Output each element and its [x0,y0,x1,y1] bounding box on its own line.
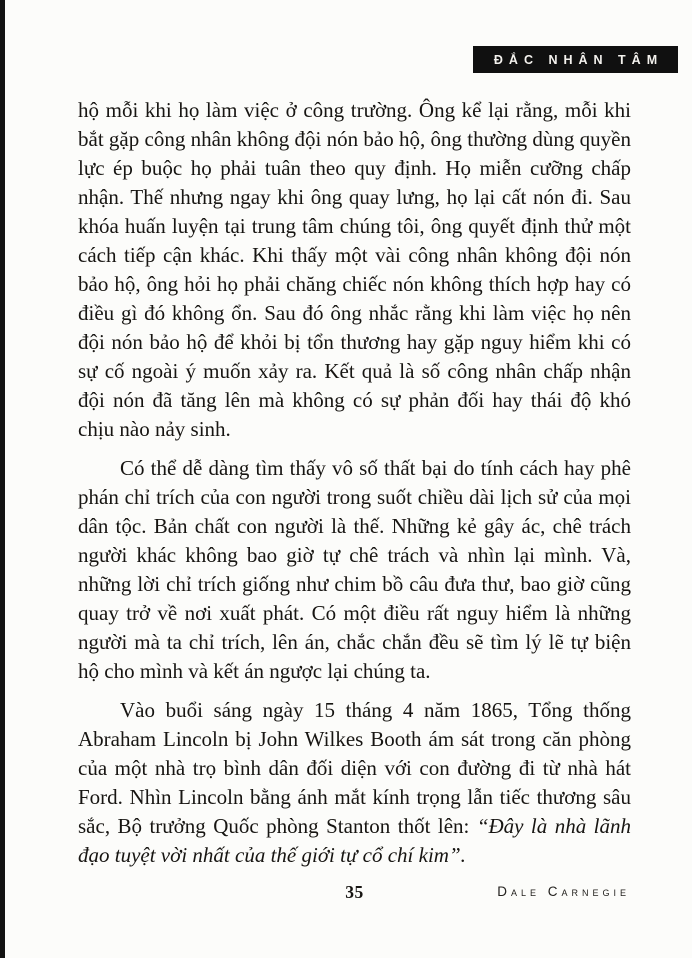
paragraph-3-text: Vào buổi sáng ngày 15 tháng 4 năm 1865, Tổng thống Abraham Lincoln bị John Wilkes Booth ám sát trong căn phòng của một nhà trọ bình dân đối diện với con đường đi từ nhà hát Ford. Nhìn Lincoln bằng ánh mắt kính trọng lẫn tiếc thương sâu sắc, Bộ trưởng Quốc phòng Stanton thốt lên: [78,698,631,838]
page-edge-strip [0,0,5,958]
paragraph-3-quote: “Đây là nhà lãnh đạo tuyệt vời nhất của thế giới tự cổ chí kim”. [78,814,631,867]
page-number: 35 [345,882,364,902]
paragraph-2: Có thể dễ dàng tìm thấy vô số thất bại do tính cách hay phê phán chỉ trích của con người trong suốt chiều dài lịch sử của mọi dân tộc. Bản chất con người là thế. Những kẻ gây ác, chê trách người khác không bao giờ tự chê trách và nhìn lại mình. Và, những lời chỉ trích giống như chim bồ câu đưa thư, bao giờ cũng quay trở về nơi xuất phát. Có một điều rất nguy hiểm là những người mà ta chỉ trích, lên án, chắc chắn đều sẽ tìm lý lẽ tự biện hộ cho mình và kết án ngược lại chúng ta. [78,456,631,683]
paragraph-3 [78,696,631,870]
running-header-bar [473,46,678,73]
author-name: Dale Carnegie [497,884,630,899]
page-body [78,96,631,870]
book-title: ĐẮC NHÂN TÂM [493,52,664,67]
paragraph-1: hộ mỗi khi họ làm việc ở công trường. Ông kể lại rằng, mỗi khi bắt gặp công nhân không đội nón bảo hộ, ông thường dùng quyền lực ép buộc họ phải tuân theo quy định. Họ miễn cưỡng chấp nhận. Thế nhưng ngay khi ông quay lưng, họ lại cất nón đi. Sau khóa huấn luyện tại trung tâm chúng tôi, ông quyết định thử một cách tiếp cận khác. Khi thấy một vài công nhân không đội nón bảo hộ, ông hỏi họ phải chăng chiếc nón không thích hợp hay có điều gì đó không ổn. Sau đó ông nhắc rằng khi làm việc họ nên đội nón bảo hộ để khỏi bị tổn thương hay gặp nguy hiểm khi có sự cố ngoài ý muốn xảy ra. Kết quả là số công nhân chấp nhận đội nón đã tăng lên mà không có sự phản đối hay thái độ khó chịu nào nảy sinh. [78,98,631,441]
